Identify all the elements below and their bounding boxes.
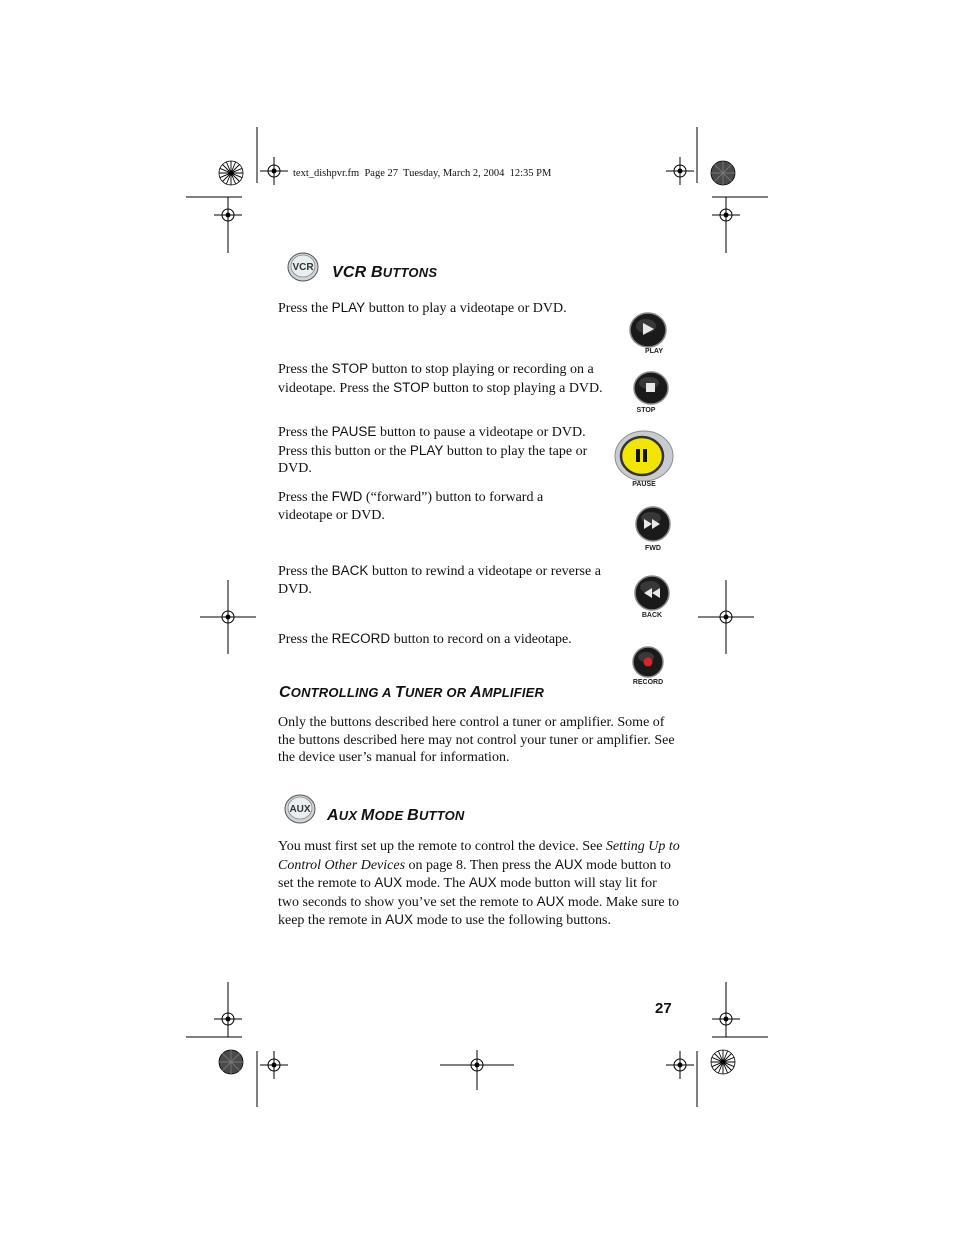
stop-description: Press the STOP button to stop playing or recording on a videotape. Press the STOP button to stop playing a DVD. xyxy=(278,361,603,396)
stop-button-image xyxy=(626,369,676,409)
file-info-header: text_dishpvr.fm Page 27 Tuesday, March 2, 2004 12:35 PM xyxy=(293,168,552,179)
svg-text:VCR: VCR xyxy=(292,262,314,273)
page-number: 27 xyxy=(655,1000,672,1017)
fwd-button-label: FWD xyxy=(645,545,661,552)
aux-mode-heading: AUX MODE BUTTON xyxy=(327,807,465,824)
stop-icon xyxy=(646,383,655,392)
play-button-label: PLAY xyxy=(644,348,664,355)
pause-button-image xyxy=(612,428,676,482)
fwd-button-image xyxy=(628,504,678,544)
back-button-label: BACK xyxy=(641,612,663,619)
pause-description: Press the PAUSE button to pause a videotape or DVD. Press this button or the PLAY button to play the tape or DVD. xyxy=(278,424,588,476)
vcr-mode-icon xyxy=(287,252,319,282)
play-description: Press the PLAY button to play a videotape or DVD. xyxy=(278,300,567,316)
record-description: Press the RECORD button to record on a videotape. xyxy=(278,631,572,647)
svg-text:AUX: AUX xyxy=(289,804,311,815)
record-button-label: RECORD xyxy=(632,679,664,686)
back-button-image xyxy=(627,573,677,613)
pause-button-label: PAUSE xyxy=(632,481,656,488)
pause-icon xyxy=(636,449,640,462)
record-button-image xyxy=(623,643,673,681)
fwd-description: Press the FWD (“forward”) button to forward a videotape or DVD. xyxy=(278,489,544,523)
controlling-tuner-heading: CONTROLLING A TUNER OR AMPLIFIER xyxy=(279,684,545,701)
aux-mode-icon xyxy=(284,794,316,824)
aux-paragraph: You must first set up the remote to control the device. See Setting Up to Control Other Devices on page 8. Then press the AUX mode button to set the remote to AUX mode. The AUX mode button will stay lit for two seconds to show you’ve set the remote to AUX mode. Make sure to keep the remote in AUX mode to use the following buttons. xyxy=(278,839,680,928)
stop-button-label: STOP xyxy=(636,407,656,414)
tuner-paragraph: Only the buttons described here control a tuner or amplifier. Some of the buttons described here may not control your tuner or amplifier. See the device user’s manual for information. xyxy=(278,715,675,765)
record-dot-icon xyxy=(644,658,653,667)
vcr-buttons-heading: VCR BUTTONS xyxy=(332,264,438,281)
back-description: Press the BACK button to rewind a videotape or reverse a DVD. xyxy=(278,563,601,597)
